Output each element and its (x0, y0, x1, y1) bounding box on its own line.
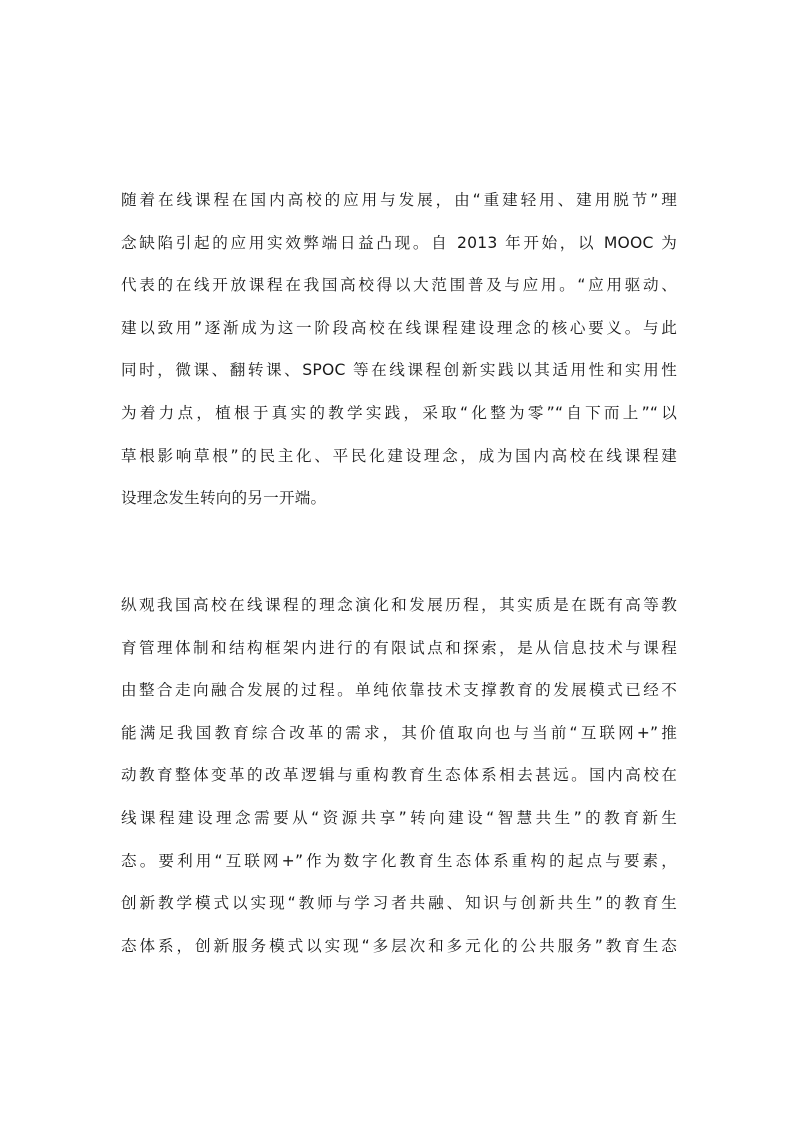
paragraph-line: 态体系，创新服务模式以实现“多层次和多元化的公共服务”教育生态 (121, 936, 677, 955)
paragraph-line: 纵观我国高校在线课程的理念演化和发展历程，其实质是在既有高等教 (121, 596, 677, 614)
paragraph-line: 态。要利用“互联网+”作为数字化教育生态体系重构的起点与要素， (121, 851, 677, 870)
paragraph-2 (121, 584, 677, 967)
paragraph-line: 建以致用”逐渐成为这一阶段高校在线课程建设理念的核心要义。与此 (121, 318, 677, 337)
paragraph-1 (121, 179, 677, 520)
paragraph-line: 随着在线课程在国内高校的应用与发展，由“重建轻用、建用脱节”理 (121, 191, 677, 209)
paragraph-line: 念缺陷引起的应用实效弊端日益凸现。自 2013 年开始，以 MOOC 为 (121, 233, 677, 252)
paragraph-line: 线课程建设理念需要从“资源共享”转向建设“智慧共生”的教育新生 (121, 808, 677, 827)
paragraph-line: 创新教学模式以实现“教师与学习者共融、知识与创新共生”的教育生 (121, 894, 677, 913)
paragraph-line: 同时，微课、翻转课、SPOC 等在线课程创新实践以其适用性和实用性 (121, 361, 677, 380)
paragraph-line: 设理念发生转向的另一开端。 (121, 489, 327, 508)
paragraph-line: 动教育整体变革的改革逻辑与重构教育生态体系相去甚远。国内高校在 (121, 766, 677, 785)
paragraph-line: 育管理体制和结构框架内进行的有限试点和探索，是从信息技术与课程 (121, 638, 677, 657)
paragraph-line: 能满足我国教育综合改革的需求，其价值取向也与当前“互联网+”推 (121, 723, 677, 742)
paragraph-line: 由整合走向融合发展的过程。单纯依靠技术支撑教育的发展模式已经不 (121, 681, 677, 700)
paragraph-line: 为着力点，植根于真实的教学实践，采取“化整为零”“自下而上”“以 (121, 403, 677, 422)
paragraph-line: 代表的在线开放课程在我国高校得以大范围普及与应用。“应用驱动、 (121, 276, 677, 295)
paragraph-line: 草根影响草根”的民主化、平民化建设理念，成为国内高校在线课程建 (121, 446, 677, 465)
